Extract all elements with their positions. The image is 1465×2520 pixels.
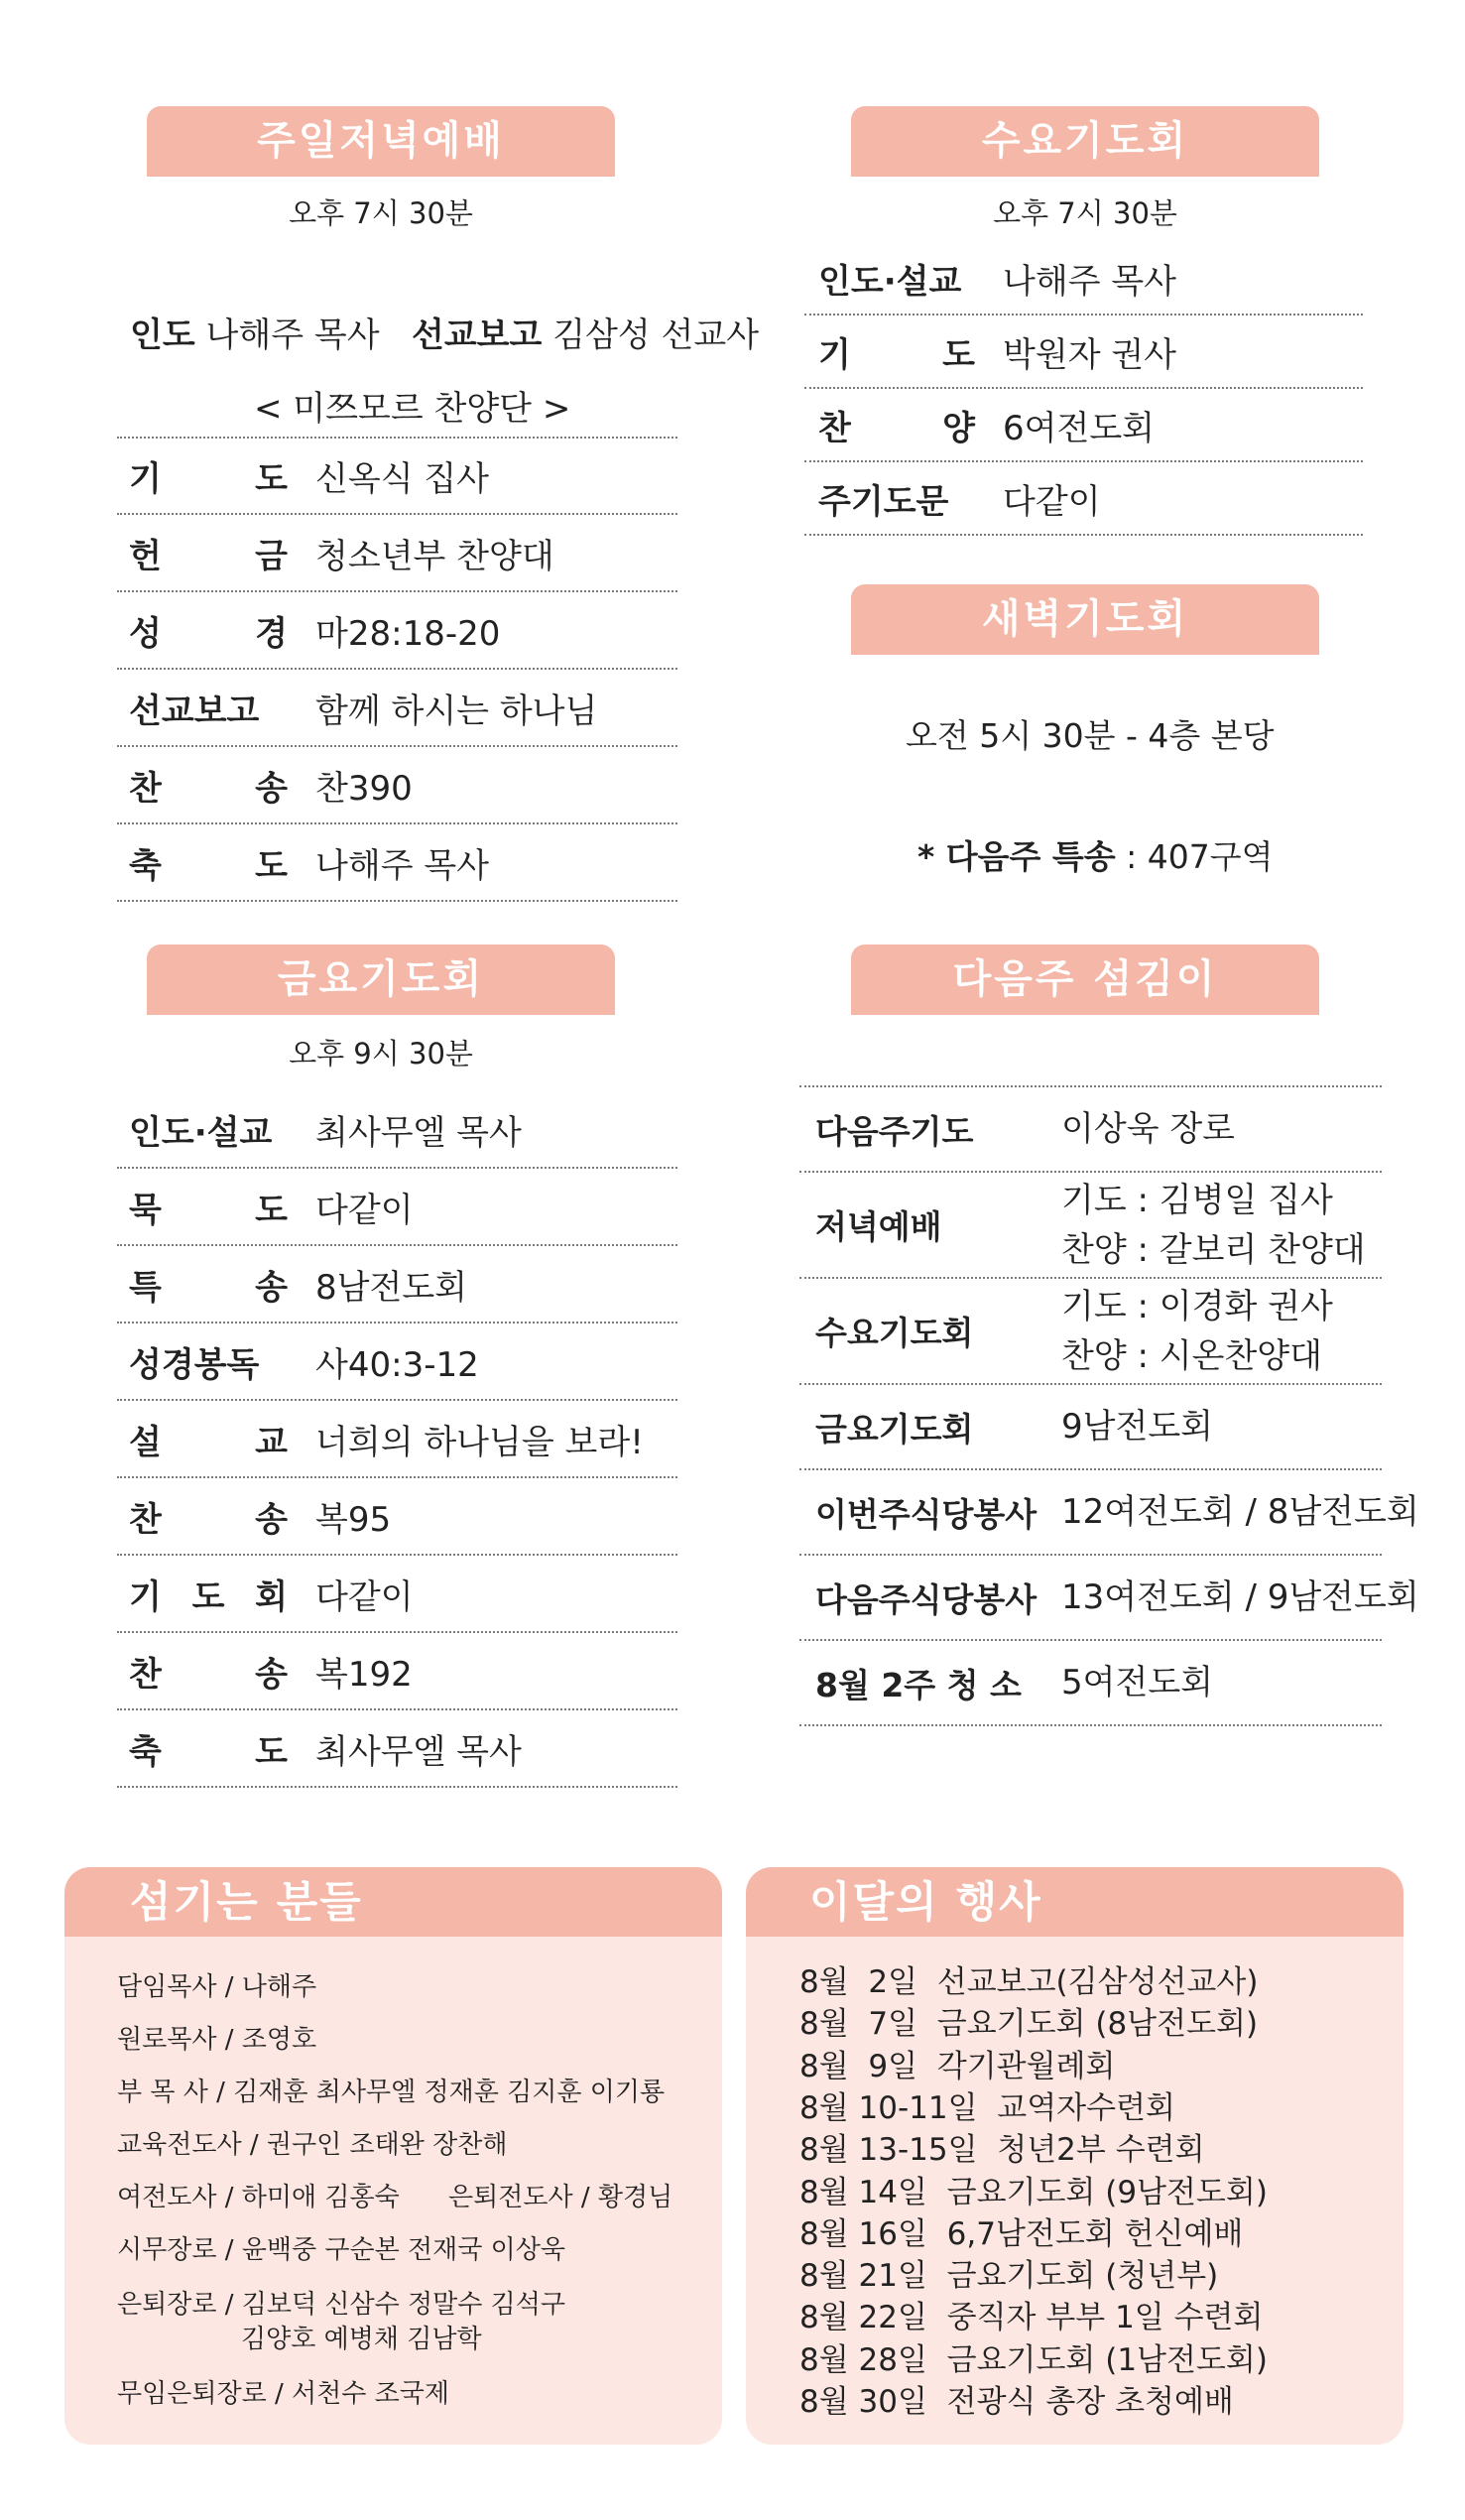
friday-order-value: 복192	[315, 1654, 413, 1695]
next-week-label: 금요기도회	[815, 1409, 974, 1449]
wednesday-order-value: 나해주 목사	[1003, 261, 1177, 302]
friday-order-label: 특 송	[129, 1267, 288, 1308]
wednesday-order-label: 주기도문	[818, 481, 949, 522]
friday-order-row	[117, 1710, 677, 1788]
sunday-order-label: 찬 송	[129, 768, 288, 809]
next-week-servers-header: 다음주 섬김이	[851, 945, 1319, 1015]
staff-education-ministers: 교육전도사 / 권구인 조태완 장찬해	[117, 2130, 508, 2160]
next-week-label: 이번주식당봉사	[815, 1494, 1038, 1534]
event-description: 금요기도회 (1남전도회)	[946, 2341, 1268, 2378]
next-week-value	[1061, 1282, 1333, 1381]
next-week-row	[799, 1641, 1382, 1726]
sunday-order-label: 기 도	[129, 458, 288, 499]
choir-name: < 미쯔모르 찬양단 >	[254, 389, 571, 429]
event-item	[799, 2167, 1268, 2211]
next-week-value	[1061, 1573, 1419, 1622]
wednesday-order-label: 찬 양	[818, 408, 975, 448]
friday-order-label: 묵 도	[129, 1190, 288, 1230]
intro-value: 나해주 목사	[205, 315, 380, 355]
event-description: 선교보고(김삼성선교사)	[936, 1964, 1259, 2000]
event-item	[799, 2376, 1234, 2421]
next-week-label: 다음주식당봉사	[815, 1579, 1038, 1619]
sunday-evening-time: 오후 7시 30분	[289, 196, 473, 230]
staff-associate-pastors: 부 목 사 / 김재훈 최사무엘 정재훈 김지훈 이기룡	[117, 2078, 666, 2107]
friday-order-label: 축 도	[129, 1731, 288, 1772]
friday-order-label: 찬 송	[129, 1654, 288, 1695]
sunday-order-row	[117, 824, 677, 902]
sunday-order-value: 청소년부 찬양대	[315, 536, 554, 576]
next-week-label: 저녁예배	[815, 1207, 942, 1246]
servers-header: 섬기는 분들	[64, 1867, 722, 1937]
staff-bible-women: 여전도사 / 하미애 김홍숙	[117, 2183, 400, 2212]
event-date: 8월 2일	[799, 1964, 918, 2000]
event-description: 금요기도회 (9남전도회)	[946, 2174, 1268, 2210]
next-week-value-line: 찬양 : 시온찬양대	[1061, 1335, 1322, 1376]
friday-order-value: 8남전도회	[315, 1267, 468, 1308]
event-description: 청년2부 수련회	[997, 2132, 1205, 2169]
next-week-row	[799, 1087, 1382, 1173]
events-header: 이달의 행사	[746, 1867, 1404, 1937]
friday-order-label: 기 도 회	[129, 1576, 288, 1617]
next-week-value-line: 9남전도회	[1061, 1407, 1214, 1447]
staff-retired-bible-women: 은퇴전도사 / 황경님	[448, 2183, 673, 2212]
dawn-prayer-time: 오전 5시 30분 - 4층 본당	[906, 716, 1275, 755]
event-item	[799, 2041, 1115, 2085]
sunday-intro-line	[130, 308, 759, 356]
friday-order-value: 너희의 하나님을 보라!	[315, 1422, 644, 1462]
event-description: 금요기도회 (8남전도회)	[936, 2006, 1259, 2043]
event-date: 8월 7일	[799, 2006, 918, 2043]
friday-order-row	[117, 1633, 677, 1710]
friday-order-row	[117, 1169, 677, 1246]
wednesday-order-value: 다같이	[1003, 481, 1101, 522]
sunday-order-value: 함께 하시는 하나님	[315, 691, 598, 731]
friday-order-row	[117, 1556, 677, 1633]
event-date: 8월 13-15일	[799, 2132, 978, 2169]
next-week-label: 수요기도회	[815, 1314, 974, 1352]
sunday-order-value: 찬390	[315, 768, 413, 809]
staff-unassigned-retired-elders: 무임은퇴장로 / 서천수 조국제	[117, 2379, 449, 2409]
dawn-prayer-header: 새벽기도회	[851, 584, 1319, 655]
next-week-value	[1061, 1658, 1213, 1707]
event-date: 8월 16일	[799, 2215, 927, 2252]
special-song-value: : 407구역	[1126, 837, 1274, 876]
next-week-value	[1061, 1104, 1235, 1154]
wednesday-order-row	[804, 389, 1363, 462]
sunday-order-label: 성 경	[129, 613, 288, 654]
event-date: 8월 30일	[799, 2384, 927, 2420]
next-week-value-line: 기도 : 김병일 집사	[1061, 1180, 1333, 1220]
event-date: 8월 28일	[799, 2341, 927, 2378]
event-item	[799, 2250, 1218, 2295]
staff-retired-elders-cont: 김양호 예병채 김남학	[241, 2325, 482, 2354]
wednesday-order-value: 6여전도회	[1003, 408, 1156, 448]
sunday-order-value: 신옥식 집사	[315, 458, 490, 499]
next-week-row	[799, 1173, 1382, 1279]
next-week-value-line: 5여전도회	[1061, 1663, 1214, 1702]
intro-label: 인도	[130, 315, 195, 355]
sunday-order-label: 선교보고	[129, 691, 260, 731]
sunday-order-label: 축 도	[129, 845, 288, 886]
wednesday-order-row	[804, 462, 1363, 536]
next-week-value	[1061, 1402, 1213, 1451]
friday-order-row	[117, 1323, 677, 1401]
event-date: 8월 14일	[799, 2174, 927, 2210]
friday-order-row	[117, 1401, 677, 1478]
friday-order-row	[117, 1246, 677, 1323]
friday-order-value: 사40:3-12	[315, 1344, 479, 1385]
sunday-order-label: 헌 금	[129, 536, 288, 576]
next-week-row	[799, 1556, 1419, 1641]
next-week-row	[799, 1385, 1382, 1470]
staff-emeritus-pastor: 원로목사 / 조영호	[117, 2025, 317, 2055]
next-week-special-song	[917, 831, 1273, 878]
event-item	[799, 2208, 1243, 2253]
event-item	[799, 2334, 1268, 2379]
wednesday-order-value: 박원자 권사	[1003, 334, 1177, 375]
mission-report-value: 김삼성 선교사	[552, 315, 760, 355]
friday-order-value: 다같이	[315, 1576, 414, 1617]
staff-active-elders: 시무장로 / 윤백중 구순본 전재국 이상욱	[117, 2235, 565, 2265]
event-description: 중직자 부부 1일 수련회	[946, 2300, 1264, 2336]
event-description: 금요기도회 (청년부)	[946, 2258, 1219, 2295]
next-week-value-line: 13여전도회 / 9남전도회	[1061, 1577, 1419, 1617]
friday-prayer-time: 오후 9시 30분	[289, 1037, 473, 1071]
sunday-order-row	[117, 592, 677, 670]
friday-order-value: 최사무엘 목사	[315, 1731, 522, 1772]
event-item	[799, 1998, 1258, 2043]
next-week-row	[799, 1279, 1382, 1385]
mission-report-label: 선교보고	[411, 315, 543, 355]
sunday-order-row	[117, 438, 677, 515]
event-date: 8월 10-11일	[799, 2089, 978, 2126]
sunday-order-value: 나해주 목사	[315, 845, 490, 886]
wednesday-prayer-header: 수요기도회	[851, 106, 1319, 177]
sunday-order-row	[117, 670, 677, 747]
event-date: 8월 22일	[799, 2300, 927, 2336]
wednesday-prayer-time: 오후 7시 30분	[993, 196, 1177, 230]
next-week-value	[1061, 1487, 1419, 1537]
staff-senior-pastor: 담임목사 / 나해주	[117, 1972, 317, 2002]
wednesday-order-label: 인도·설교	[818, 261, 962, 302]
next-week-label: 8월 2주 청 소	[815, 1665, 1022, 1704]
special-song-label: * 다음주 특송	[917, 837, 1116, 876]
wednesday-order-row	[804, 315, 1363, 389]
wednesday-order-row	[804, 242, 1363, 315]
next-week-row	[799, 1470, 1419, 1556]
sunday-order-row	[117, 747, 677, 824]
friday-order-label: 인도·설교	[129, 1112, 273, 1153]
friday-order-label: 성경봉독	[129, 1344, 260, 1385]
friday-order-label: 설 교	[129, 1422, 288, 1462]
next-week-label: 다음주기도	[815, 1111, 974, 1151]
event-item	[799, 2292, 1263, 2336]
next-week-value	[1061, 1176, 1366, 1275]
event-description: 각기관월례회	[936, 2048, 1116, 2084]
friday-order-value: 최사무엘 목사	[315, 1112, 522, 1153]
staff-retired-elders: 은퇴장로 / 김보덕 신삼수 정말수 김석구	[117, 2290, 565, 2320]
next-week-value-line: 12여전도회 / 8남전도회	[1061, 1492, 1419, 1532]
next-week-value-line: 기도 : 이경화 권사	[1061, 1286, 1333, 1326]
event-item	[799, 2082, 1175, 2127]
friday-order-value: 복95	[315, 1499, 392, 1540]
friday-order-value: 다같이	[315, 1190, 414, 1230]
next-week-value-line: 찬양 : 갈보리 찬양대	[1061, 1229, 1366, 1270]
wednesday-order-label: 기 도	[818, 334, 975, 375]
friday-order-row	[117, 1091, 677, 1169]
sunday-order-row	[117, 515, 677, 592]
event-item	[799, 1956, 1258, 2001]
event-date: 8월 9일	[799, 2048, 918, 2084]
friday-order-row	[117, 1478, 677, 1556]
event-date: 8월 21일	[799, 2258, 927, 2295]
event-description: 교역자수련회	[997, 2089, 1175, 2126]
sunday-order-value: 마28:18-20	[315, 613, 501, 654]
event-description: 전광식 총장 초청예배	[946, 2384, 1234, 2420]
event-item	[799, 2124, 1205, 2169]
sunday-evening-header: 주일저녁예배	[147, 106, 615, 177]
next-week-value-line: 이상욱 장로	[1061, 1109, 1236, 1149]
friday-prayer-header: 금요기도회	[147, 945, 615, 1015]
friday-order-label: 찬 송	[129, 1499, 288, 1540]
event-description: 6,7남전도회 헌신예배	[946, 2215, 1244, 2252]
